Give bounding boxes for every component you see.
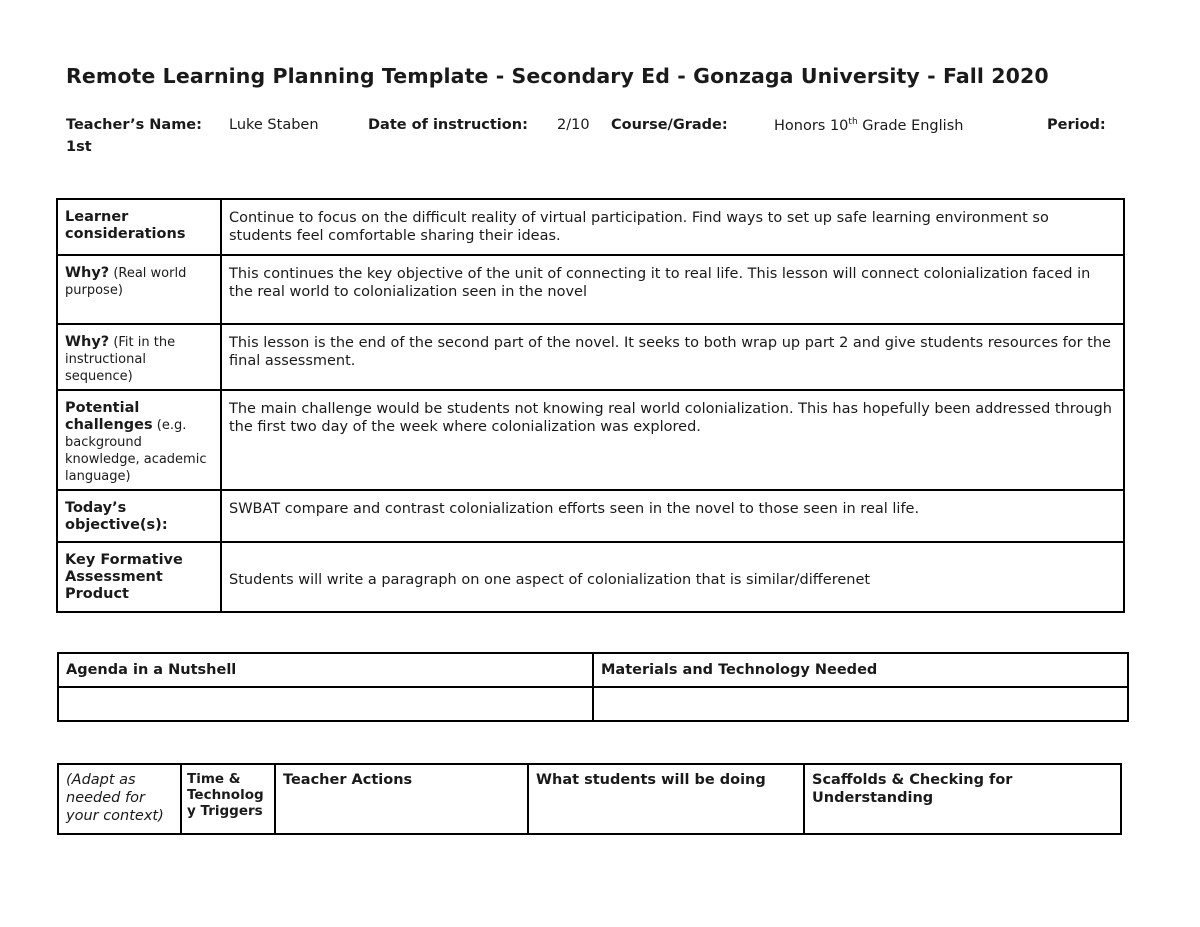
period-value: 1st: [66, 139, 92, 155]
planning-table: [56, 198, 1125, 613]
sequence-table: [57, 763, 1122, 835]
row-content: This lesson is the end of the second part of the novel. It seeks to both wrap up part 2 and give students resources for the final assessment.: [221, 324, 1124, 390]
row-label: Learner considerations: [57, 199, 221, 255]
row-label: Today’s objective(s):: [57, 490, 221, 542]
agenda-table: [57, 652, 1129, 722]
period-label: Period:: [1047, 117, 1106, 133]
row-content: The main challenge would be students not knowing real world colonialization. This has hopefully been addressed through the first two day of the week where colonialization was explored.: [221, 390, 1124, 490]
row-content: SWBAT compare and contrast colonialization efforts seen in the novel to those seen in real life.: [221, 490, 1124, 542]
row-label: Key Formative Assessment Product: [57, 542, 221, 612]
course-value: Honors 10th Grade English: [774, 117, 964, 134]
date-label: Date of instruction:: [368, 117, 528, 133]
row-content: Continue to focus on the difficult reality of virtual participation. Find ways to set up safe learning environment so students feel comfortable sharing their ideas.: [221, 199, 1124, 255]
teacher-name-label: Teacher’s Name:: [66, 117, 202, 133]
teacher-name-value: Luke Staben: [229, 117, 319, 133]
date-value: 2/10: [557, 117, 590, 133]
row-label: Why? (Fit in the instructional sequence): [57, 324, 221, 390]
row-label: Why? (Real world purpose): [57, 255, 221, 324]
agenda-cell: [58, 687, 593, 721]
table-row: [57, 390, 1124, 490]
table-row: [57, 199, 1124, 255]
agenda-header: Agenda in a Nutshell: [58, 653, 593, 687]
materials-header: Materials and Technology Needed: [593, 653, 1128, 687]
time-technology-header: Time & Technolog y Triggers: [181, 764, 275, 834]
scaffolds-header: Scaffolds & Checking for Understanding: [804, 764, 1121, 834]
row-content: This continues the key objective of the unit of connecting it to real life. This lesson will connect colonialization faced in the real world to colonialization seen in the novel: [221, 255, 1124, 324]
materials-cell: [593, 687, 1128, 721]
row-content: Students will write a paragraph on one aspect of colonialization that is similar/differenet: [221, 542, 1124, 612]
student-actions-header: What students will be doing: [528, 764, 804, 834]
table-row: [57, 542, 1124, 612]
table-row: [57, 255, 1124, 324]
row-label: Potential challenges (e.g. background knowledge, academic language): [57, 390, 221, 490]
table-row: [57, 490, 1124, 542]
teacher-actions-header: Teacher Actions: [275, 764, 528, 834]
document-title: Remote Learning Planning Template - Secondary Ed - Gonzaga University - Fall 2020: [66, 64, 1049, 88]
course-label: Course/Grade:: [611, 117, 728, 133]
context-column-header: (Adapt as needed for your context): [58, 764, 181, 834]
table-row: [57, 324, 1124, 390]
